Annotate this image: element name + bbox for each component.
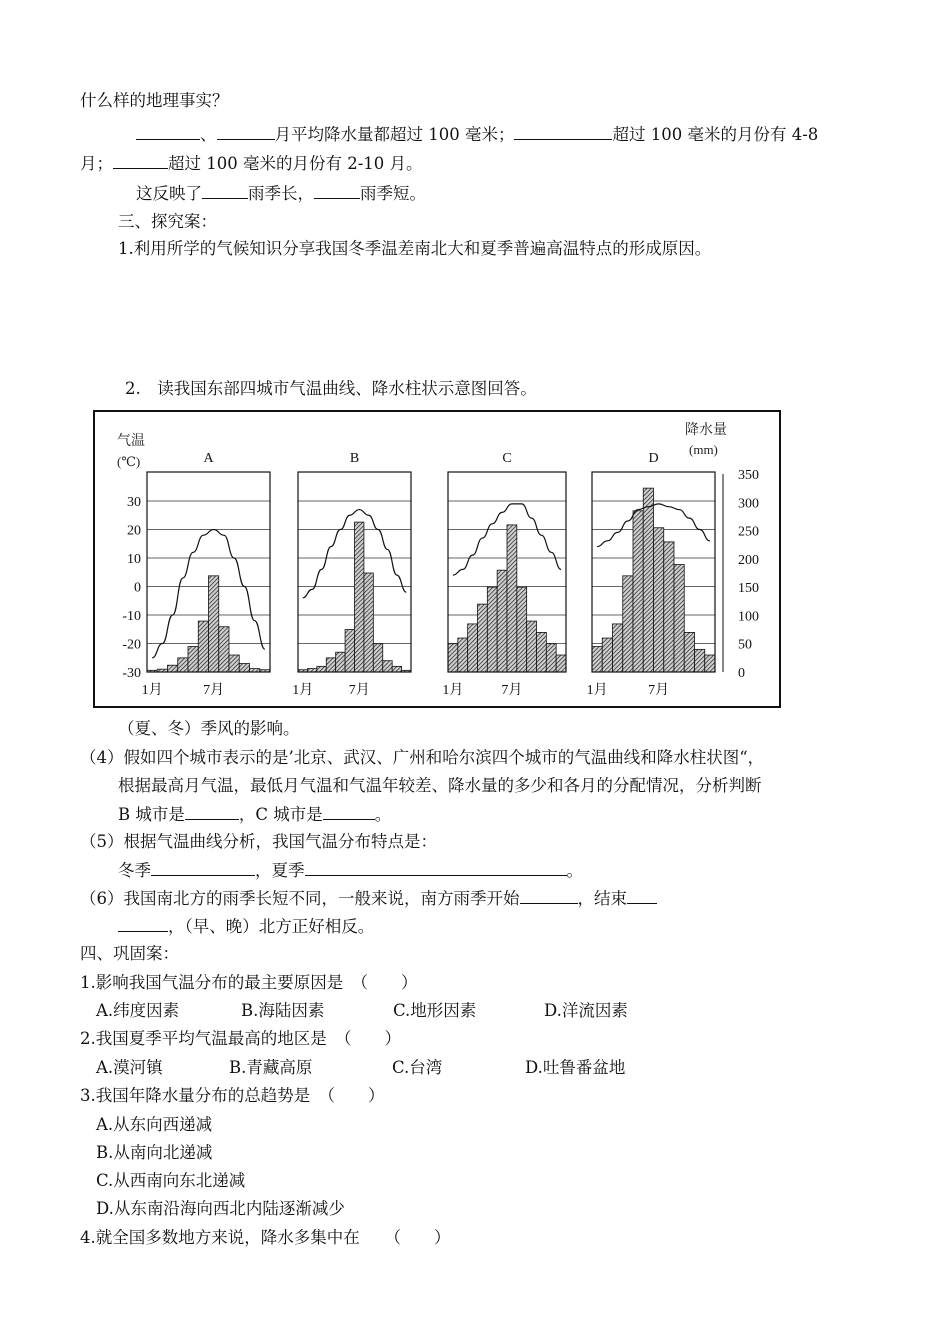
answer-blank[interactable] xyxy=(202,182,248,199)
question-4-line-3: B 城市是 ，C 城市是 。 xyxy=(118,805,392,824)
text-line-1: 什么样的地理事实？ xyxy=(80,91,229,110)
text-line-2: 、 月平均降水量都超过 100 毫米； 超过 100 毫米的月份有 4-8 xyxy=(136,123,818,146)
option-b[interactable]: B.青藏高原 xyxy=(229,1058,313,1077)
precip-bar xyxy=(336,652,345,672)
month-label: 7月 xyxy=(348,683,370,698)
answer-blank[interactable] xyxy=(314,182,360,199)
precip-bar xyxy=(487,587,497,672)
question-4-line-2: 根据最高月气温，最低月气温和气温年较差、降水量的多少和各月的分配情况，分析判断 xyxy=(118,776,762,795)
precip-tick-label: 100 xyxy=(738,609,759,625)
axis-label-precip-unit: (mm) xyxy=(689,442,718,457)
precip-bar xyxy=(664,542,674,672)
option-c[interactable]: C.台湾 xyxy=(392,1058,443,1077)
precip-tick-label: 0 xyxy=(738,666,745,681)
question-6-line-2: ，（早、晚）北方正好相反。 xyxy=(118,915,374,938)
answer-blank[interactable] xyxy=(217,123,275,140)
precip-bar xyxy=(229,655,239,672)
temp-tick-label: 10 xyxy=(127,552,141,567)
month-label: 1月 xyxy=(292,683,314,698)
precip-bar xyxy=(364,573,373,672)
precip-bar xyxy=(355,522,364,672)
precip-bar xyxy=(373,644,382,672)
precip-tick-label: 200 xyxy=(738,552,759,568)
panel-title: A xyxy=(203,451,214,466)
temp-tick-label: -30 xyxy=(122,666,141,681)
section-heading-consolidate: 四、巩固案： xyxy=(80,944,179,963)
month-label: 7月 xyxy=(501,683,523,698)
question-6-line-1: （6）我国南北方的雨季长短不同，一般来说，南方雨季开始 ，结束 xyxy=(80,887,657,910)
answer-blank[interactable] xyxy=(151,859,255,876)
option-b[interactable]: B.从南向北递减 xyxy=(96,1143,213,1162)
option-a[interactable]: A.漠河镇 xyxy=(96,1058,163,1077)
precip-bar xyxy=(458,638,468,672)
temp-tick-label: 20 xyxy=(127,523,141,539)
month-label: 7月 xyxy=(648,683,670,698)
panel-title: C xyxy=(502,451,512,466)
precip-bar xyxy=(178,658,188,672)
answer-blank[interactable] xyxy=(136,123,200,140)
precip-bar xyxy=(497,570,507,672)
precip-bar xyxy=(556,655,566,672)
option-c[interactable]: C.从西南向东北递减 xyxy=(96,1171,246,1190)
answer-blank[interactable] xyxy=(323,803,375,820)
precip-bar xyxy=(326,658,335,672)
axis-label-temp-unit: (℃) xyxy=(117,454,141,469)
precip-bar xyxy=(684,632,694,672)
question-1: 1.利用所学的气候知识分享我国冬季温差南北大和夏季普遍高温特点的形成原因。 xyxy=(118,239,712,258)
option-b[interactable]: B.海陆因素 xyxy=(241,1001,325,1020)
precip-bar xyxy=(546,644,556,672)
option-c[interactable]: C.地形因素 xyxy=(393,1001,477,1020)
precip-bar xyxy=(209,576,219,672)
text-line-8: （夏、冬）季风的影响。 xyxy=(118,719,300,738)
precip-bar xyxy=(468,624,478,672)
precip-bar xyxy=(633,511,643,672)
precip-bar xyxy=(507,525,517,672)
precip-bar xyxy=(478,604,488,672)
answer-blank[interactable] xyxy=(113,152,168,169)
axis-label-precip: 降水量 xyxy=(685,423,727,438)
precip-bar xyxy=(188,647,198,672)
mc-question-1: 1.影响我国气温分布的最主要原因是 （ ） xyxy=(80,973,418,992)
axis-label-temp: 气温 xyxy=(117,434,145,449)
answer-blank[interactable] xyxy=(185,803,239,820)
temp-tick-label: 30 xyxy=(127,495,141,510)
question-5-answer: 冬季 ，夏季 。 xyxy=(118,861,583,880)
climate-chart-figure xyxy=(93,410,781,708)
option-d[interactable]: D.吐鲁番盆地 xyxy=(525,1058,626,1077)
panel-title: B xyxy=(349,451,360,466)
precip-bar xyxy=(317,666,326,672)
temp-tick-label: 0 xyxy=(134,580,141,596)
precip-tick-label: 250 xyxy=(738,524,759,540)
precip-tick-label: 50 xyxy=(738,637,752,653)
section-heading: 三、探究案： xyxy=(118,212,217,231)
month-label: 1月 xyxy=(141,683,163,698)
precip-bar xyxy=(695,649,705,672)
text-line-3: 月； 超过 100 毫米的月份有 2-10 月。 xyxy=(80,154,423,173)
answer-blank[interactable] xyxy=(514,123,612,140)
precip-bar xyxy=(602,638,612,672)
precip-bar xyxy=(198,621,208,672)
option-d[interactable]: D.洋流因素 xyxy=(544,1001,628,1020)
option-a[interactable]: A.从东向西递减 xyxy=(96,1115,213,1134)
climate-chart xyxy=(95,412,779,706)
precip-bar xyxy=(674,565,684,672)
precip-bar xyxy=(517,587,527,672)
question-2: 2. 读我国东部四城市气温曲线、降水柱状示意图回答。 xyxy=(125,379,537,398)
precip-bar xyxy=(537,632,547,672)
mc-question-2: 2.我国夏季平均气温最高的地区是 （ ） xyxy=(80,1029,401,1048)
answer-blank[interactable] xyxy=(627,887,657,904)
precip-bar xyxy=(592,647,602,672)
question-5: （5）根据气温曲线分析，我国气温分布特点是： xyxy=(80,832,437,851)
month-label: 1月 xyxy=(442,683,464,698)
precip-bar xyxy=(448,644,458,672)
precip-bar xyxy=(623,576,633,672)
month-label: 1月 xyxy=(586,683,608,698)
precip-bar xyxy=(705,655,715,672)
precip-bar xyxy=(392,666,401,672)
panel-title: D xyxy=(648,451,659,466)
precip-bar xyxy=(239,664,249,672)
precip-bar xyxy=(613,624,623,672)
precip-bar xyxy=(219,627,229,672)
month-label: 7月 xyxy=(203,683,225,698)
answer-blank[interactable] xyxy=(520,887,578,904)
precip-bar xyxy=(383,661,392,672)
answer-blank[interactable] xyxy=(305,859,567,876)
precip-tick-label: 350 xyxy=(738,468,759,483)
mc-question-3: 3.我国年降水量分布的总趋势是 （ ） xyxy=(80,1086,385,1105)
precip-tick-label: 300 xyxy=(738,496,759,512)
mc-question-4: 4.就全国多数地方来说，降水多集中在 （ ） xyxy=(80,1228,451,1247)
precip-bar xyxy=(345,630,354,672)
precip-bar xyxy=(654,528,664,672)
answer-blank[interactable] xyxy=(118,915,168,932)
precip-bar xyxy=(168,665,178,672)
precip-bar xyxy=(527,621,537,672)
precip-tick-label: 150 xyxy=(738,581,759,597)
text-line-4: 这反映了 雨季长， 雨季短。 xyxy=(136,184,426,203)
precip-bar xyxy=(643,488,653,672)
option-d[interactable]: D.从东南沿海向西北内陆逐渐减少 xyxy=(96,1199,345,1218)
question-4-line-1: （4）假如四个城市表示的是’北京、武汉、广州和哈尔滨四个城市的气温曲线和降水柱状图“， xyxy=(80,748,765,767)
temp-tick-label: -10 xyxy=(122,609,141,624)
option-a[interactable]: A.纬度因素 xyxy=(96,1001,180,1020)
temp-tick-label: -20 xyxy=(122,637,141,653)
